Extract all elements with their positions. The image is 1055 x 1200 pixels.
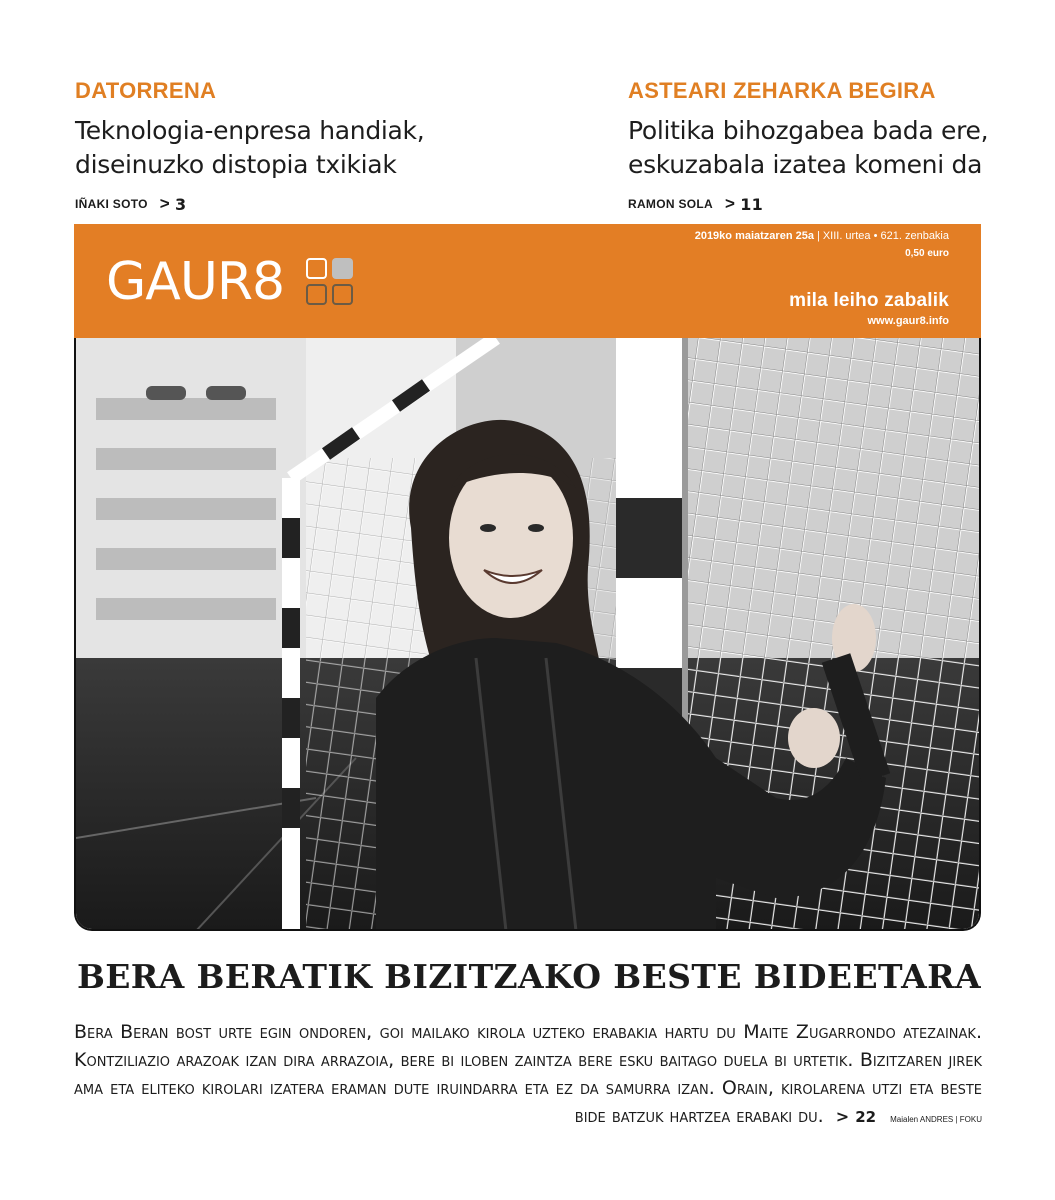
masthead	[74, 224, 981, 338]
teaser-headline[interactable]	[628, 114, 1028, 182]
issue-info	[695, 230, 949, 242]
teaser-kicker: ASTEARI ZEHARKA BEGIRA	[628, 78, 936, 103]
teaser-page-number[interactable]: 11	[740, 194, 764, 214]
website-link[interactable]: www.gaur8.info	[867, 315, 949, 327]
cover-photo	[74, 338, 981, 931]
teaser-page-number[interactable]: 3	[175, 194, 187, 214]
issue-number: 621. zenbakia	[880, 230, 949, 242]
arrow-right-icon: >	[159, 194, 171, 213]
lead-paragraph	[74, 1018, 982, 1134]
teaser-datorrena[interactable]	[75, 78, 555, 214]
logo[interactable]: GAUR8	[106, 252, 285, 312]
teaser-author: RAMON SOLA	[628, 197, 713, 211]
separator: |	[816, 230, 820, 242]
main-headline[interactable]: BERA BERATIK BIZITZAKO BESTE BIDEETARA	[76, 957, 981, 996]
bullet: •	[873, 230, 878, 242]
teaser-headline-line-2: eskuzabala izatea komeni da	[628, 150, 983, 179]
teaser-headline-line-2: diseinuzko distopia txikiak	[75, 150, 397, 179]
arrow-right-icon: >	[725, 194, 736, 213]
teaser-headline-line-1: Teknologia-enpresa handiak,	[75, 116, 425, 145]
issue-year: XIII. urtea	[822, 230, 871, 242]
teaser-kicker: DATORRENA	[75, 78, 217, 103]
teaser-headline[interactable]	[75, 114, 555, 182]
teaser-byline	[75, 194, 555, 214]
photo-goalkeeper-image	[76, 338, 981, 931]
story-page-number[interactable]: 22	[855, 1108, 877, 1126]
price: 0,50 euro	[905, 248, 949, 259]
teaser-headline-line-1: Politika bihozgabea bada ere,	[628, 116, 989, 145]
teaser-author: IÑAKI SOTO	[75, 197, 148, 211]
arrow-right-icon: >	[835, 1107, 850, 1126]
slogan: mila leiho zabalik	[789, 290, 949, 311]
teaser-byline	[628, 194, 1028, 214]
issue-date: 2019ko maiatzaren 25a	[694, 230, 814, 242]
teaser-asteari-zeharka[interactable]	[628, 78, 1028, 214]
logo-squares-icon	[306, 258, 358, 310]
photo-credit: Maialen ANDRES | FOKU	[890, 1115, 982, 1124]
lead-text: Bera Beran bost urte egin ondoren, goi mailako kirola uzteko erabakia hartu du Maite Zugarrondo atezainak. Kontziliazio arazoak izan dira arrazoia, bere bi iloben zaintza bere esku baitago duela bi urtetik. Bizitzaren jirek ama eta eliteko kirolari izatera eraman dute iruindarra eta ez da samurra izan. Orain, kirolarena utzi eta beste bide batzuk hartzea erabaki du.	[74, 1021, 982, 1127]
